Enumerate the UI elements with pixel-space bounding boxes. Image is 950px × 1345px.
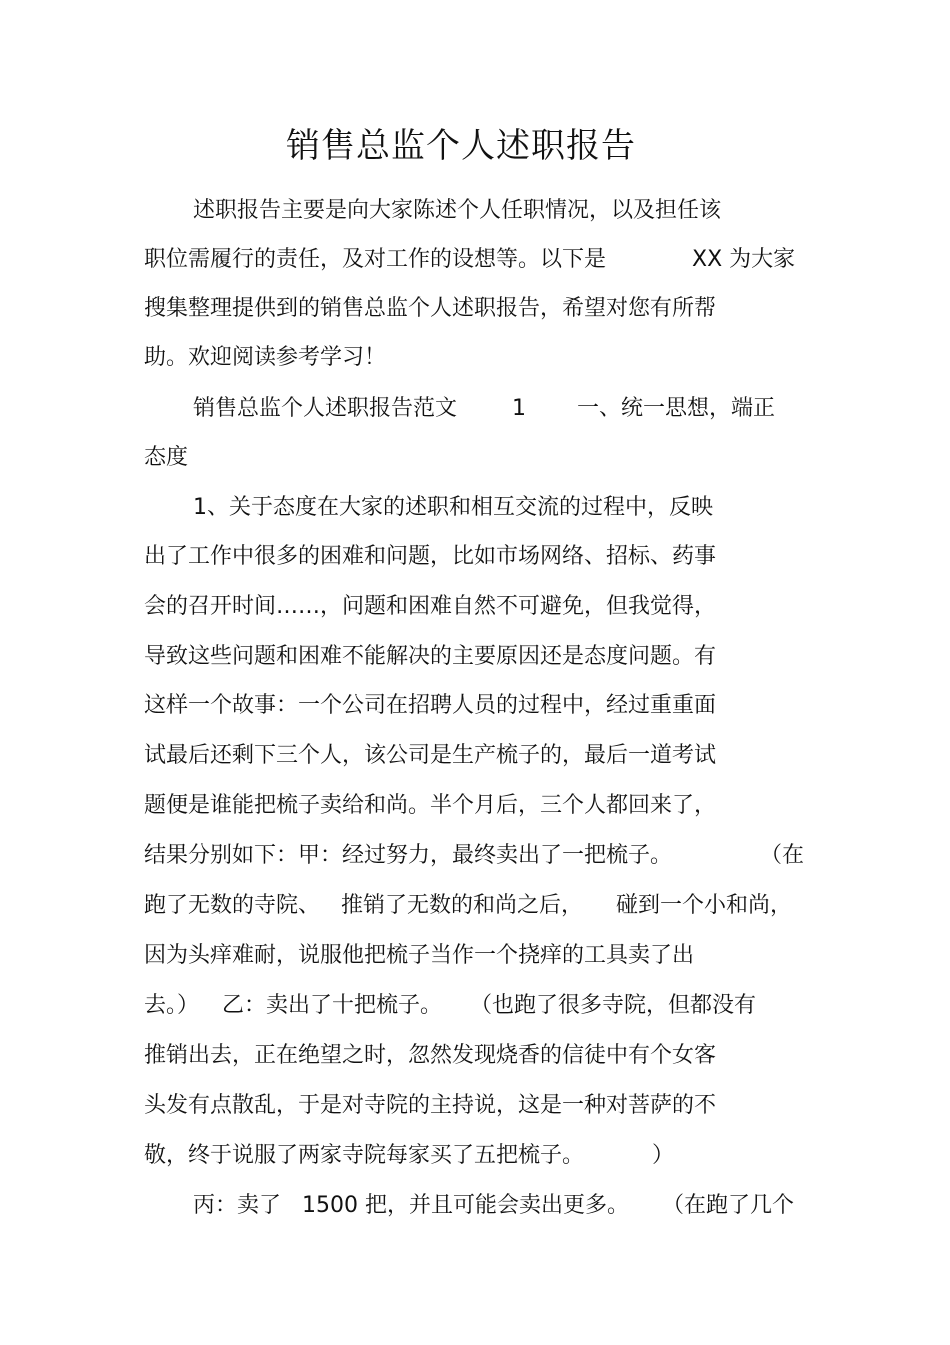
body-line: 述职报告主要是向大家陈述个人任职情况，以及担任该 xyxy=(193,198,722,223)
body-line: 推销出去，正在绝望之时，忽然发现烧香的信徒中有个女客 xyxy=(144,1043,717,1068)
body-line: （在 xyxy=(760,843,805,868)
body-line: XX 为大家 xyxy=(692,247,796,272)
section-heading-part: 1 xyxy=(512,396,526,421)
body-line: 会的召开时间……，问题和困难自然不可避免，但我觉得， xyxy=(144,594,717,619)
body-line: （在跑了几个 xyxy=(662,1193,795,1218)
body-line: 1500 把，并且可能会卖出更多。 xyxy=(302,1193,629,1218)
body-line: 结果分别如下：甲：经过努力，最终卖出了一把梳子。 xyxy=(144,843,673,868)
body-line: 因为头痒难耐，说服他把梳子当作一个挠痒的工具卖了出 xyxy=(144,943,695,968)
body-line: 1、关于态度在大家的述职和相互交流的过程中，反映 xyxy=(193,495,713,520)
section-heading-part: 态度 xyxy=(144,445,189,470)
body-line: ） xyxy=(652,1143,675,1168)
body-line: 助。欢迎阅读参考学习！ xyxy=(144,345,387,370)
section-heading-part: 销售总监个人述职报告范文 xyxy=(193,396,458,421)
body-line: 出了工作中很多的困难和问题，比如市场网络、招标、药事 xyxy=(144,544,717,569)
body-line: 乙：卖出了十把梳子。 xyxy=(222,993,443,1018)
document-title: 销售总监个人述职报告 xyxy=(286,126,636,166)
body-line: 这样一个故事：一个公司在招聘人员的过程中，经过重重面 xyxy=(144,693,717,718)
body-line: 导致这些问题和困难不能解决的主要原因还是态度问题。有 xyxy=(144,644,717,669)
body-line: （也跑了很多寺院，但都没有 xyxy=(470,993,757,1018)
body-line: 试最后还剩下三个人，该公司是生产梳子的，最后一道考试 xyxy=(144,743,717,768)
body-line: 题便是谁能把梳子卖给和尚。半个月后，三个人都回来了， xyxy=(144,793,717,818)
body-line: 推销了无数的和尚之后， xyxy=(341,893,584,918)
body-line: 敬，终于说服了两家寺院每家买了五把梳子。 xyxy=(144,1143,585,1168)
body-line: 丙：卖了 xyxy=(193,1193,282,1218)
body-line: 碰到一个小和尚， xyxy=(616,893,793,918)
body-line: 去。） xyxy=(144,993,200,1018)
body-line: 搜集整理提供到的销售总监个人述职报告，希望对您有所帮 xyxy=(144,296,717,321)
body-line: 头发有点散乱，于是对寺院的主持说，这是一种对菩萨的不 xyxy=(144,1093,717,1118)
body-line: 职位需履行的责任，及对工作的设想等。以下是 xyxy=(144,247,607,272)
section-heading-part: 一、统一思想，端正 xyxy=(577,396,776,421)
body-line: 跑了无数的寺院、 xyxy=(144,893,321,918)
